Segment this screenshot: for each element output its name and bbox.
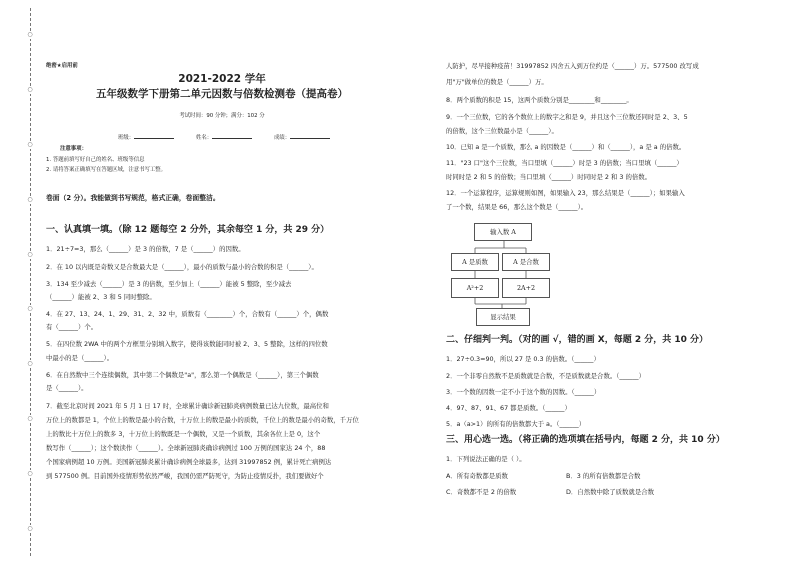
question-line: 的倍数，这个三位数最小是（______）。 (446, 127, 558, 135)
question-line: 万位上的数都是 1，个位上的数是最小的合数，十万位上的数是最小的质数，千位上的数是最小的奇数，千万位 (46, 416, 359, 424)
judge-line: 1．27÷0.3=90，所以 27 是 0.3 的倍数。（______） (446, 355, 600, 363)
flow-input-box: 输入数 A (474, 223, 532, 241)
question-line: 用"万"做单位的数是（______）万。 (446, 78, 548, 86)
question-line: 11．"23 口"这个三位数，当口里填（______）时是 3 的倍数；当口里填（______） (446, 159, 683, 167)
binding-label: ○ (27, 469, 33, 477)
flow-composite-box: A 是合数 (502, 253, 550, 271)
question-line: 9．一个三位数，它的各个数位上的数字之和是 9，并且这个三位数还同时是 2、3、5 (446, 113, 688, 121)
flow-op2-box: 2A+2 (502, 278, 550, 298)
exam-title: 五年级数学下册第二单元因数与倍数检测卷（提高卷） (96, 88, 348, 100)
judge-line: 5．a（a>1）的所有的倍数都大于 a。（______） (446, 420, 586, 428)
question-line: 中最小的是（______）。 (46, 354, 114, 362)
binding-label: ○ (27, 86, 33, 94)
binding-margin (18, 8, 42, 556)
question-line: 3．134 至少减去（______）是 3 的倍数，至少加上（______）能被 5 整除，至少减去 (46, 280, 292, 288)
question-line: 10．已知 a 是一个质数，那么 a 的因数是（______）和（______），a 是 a 的倍数。 (446, 143, 686, 151)
binding-label: ○ (27, 524, 33, 532)
question-line: 8．两个质数的积是 15，这两个质数分别是________和________。 (446, 96, 633, 104)
binding-label: ○ (27, 305, 33, 313)
question-line: 有（______）个。 (46, 323, 98, 331)
question-line: （______）能被 2、3 和 5 同时整除。 (46, 293, 156, 301)
question-line: 是（______）。 (46, 384, 88, 392)
flow-output-box: 显示结果 (476, 308, 530, 326)
exam-info: 考试时间：90 分钟；满分：102 分 (179, 113, 265, 119)
notice-item: 1. 答题前填写好自己的姓名、班级等信息 (46, 157, 145, 163)
judge-line: 3．一个数的因数一定不小于这个数的因数。（______） (446, 388, 601, 396)
notice-heading: 注意事项： (60, 146, 87, 152)
question-line: 4．在 27、13、24、1、29、31、2、32 中，质数有（________）个，合数有（______）个，偶数 (46, 310, 329, 318)
binding-label: ○ (27, 414, 33, 422)
section2-title: 二、仔细判一判。（对的画 √，错的画 X，每题 2 分，共 10 分） (446, 335, 709, 345)
question-line: 5．在四位数 2WA 中的两个方框里分别填入数字，使得该数能同时被 2、3、5 整除，这样的四位数 (46, 340, 328, 348)
field-score: 成绩： (274, 132, 330, 142)
binding-label: ○ (27, 195, 33, 203)
question-line: 1．21÷7=3，那么（______）是 3 的倍数，7 是（______）的因数。 (46, 245, 245, 253)
binding-label: ○ (27, 140, 33, 148)
flowchart (446, 220, 566, 330)
notice-item: 2. 请将答案正确填写在答题区域，注意书写工整。 (46, 167, 167, 173)
question-line: 7．截至北京时间 2021 年 5 月 1 日 17 时，全球累计确诊新冠肺炎病例数量已达九位数，最高位和 (46, 402, 329, 410)
question-line: 到 577500 例。目前国外疫情形势依然严峻，我国仍需严防死守，为防止疫情反扑，我们要做好个 (46, 472, 324, 480)
flow-op1-box: A²+2 (451, 278, 499, 298)
choice-option: B．3 的所有倍数都是合数 (566, 472, 641, 480)
binding-label: ○ (27, 250, 33, 258)
question-line: 12．一个运算程序，运算规则如图，如果输入 23，那么结果是（______）；如果输入 (446, 189, 685, 197)
question-line: 个国家病例超 10 万例。美国新冠肺炎累计确诊病例全球最多，达到 31997852 例，累计死亡病例达 (46, 458, 332, 466)
question-line: 上的数比十万位上的数多 3，十万位上的数既是一个偶数，又是一个质数，其余各位上是 0，这个 (46, 430, 321, 438)
field-class: 班级： (118, 132, 174, 142)
choice-option: C．奇数都不是 2 的倍数 (446, 488, 517, 496)
question-line: 时同时是 2 和 5 的倍数；当口里填（______）时同时是 2 和 3 的倍数。 (446, 173, 652, 181)
choice-option: D．自然数中除了质数就是合数 (566, 488, 654, 496)
exam-year: 2021-2022 学年 (178, 73, 266, 85)
writing-note: 卷面（2 分）。我能做到书写规范，格式正确，卷面整洁。 (46, 194, 220, 202)
flow-prime-box: A 是质数 (451, 253, 499, 271)
choice-question: 1．下列说法正确的是（ ）。 (446, 455, 526, 463)
judge-line: 4．97、87、91、67 都是质数。（______） (446, 404, 571, 412)
question-line: 人防护，尽早接种疫苗！31997852 四舍五入到万位约是（______）万。577500 改写成 (446, 62, 699, 70)
binding-label: ○ (27, 360, 33, 368)
section3-title: 三、用心选一选。（将正确的选项填在括号内，每题 2 分，共 10 分） (446, 435, 725, 445)
question-line: 了一个数，结果是 66，那么这个数是（______）。 (446, 203, 588, 211)
question-line: 数写作（______）；这个数读作（______）。全球新冠肺炎确诊病例过 100 万例的国家达 24 个，88 (46, 444, 326, 452)
question-line: 6．在自然数中三个连续偶数，其中第二个偶数是"a"，那么第一个偶数是（______），第三个偶数 (46, 371, 319, 379)
question-line: 2．在 10 以内既是奇数又是合数最大是（______），最小的质数与最小的合数的积是（______）。 (46, 263, 318, 271)
binding-label: ○ (27, 31, 33, 39)
judge-line: 2．一个非零自然数不是质数就是合数，不是质数就是合数。（______） (446, 372, 645, 380)
field-name: 姓名： (196, 132, 252, 142)
section1-title: 一、认真填一填。（除 12 题每空 2 分外，其余每空 1 分，共 29 分） (46, 225, 330, 235)
secret-label: 绝密★启用前 (46, 63, 78, 69)
choice-option: A．所有奇数都是质数 (446, 472, 508, 480)
